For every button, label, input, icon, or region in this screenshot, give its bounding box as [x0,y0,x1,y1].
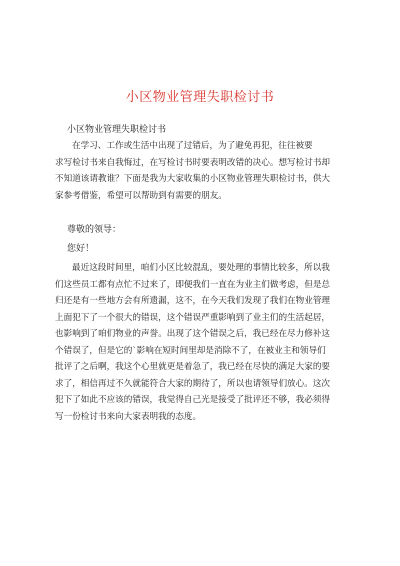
intro-line: 求写检讨书来自我悔过，在写检讨书时要表明改错的决心。想写检讨书却 [55,157,331,168]
body-line: 最近这段时间里，咱们小区比较混乱，要处理的事情比较多，所以我 [72,263,330,273]
body-line: 们这些员工都有点忙不过来了，即便我们一直在为业主们做考虑，但是总 [55,279,331,290]
body-line: 上面犯下了一个很大的错误，这个错误严重影响到了业主们的生活起居， [55,312,331,323]
intro-paragraph [55,138,353,204]
intro-line: 在学习、工作或生活中出现了过错后，为了避免再犯，往往被要 [72,141,313,151]
body-paragraph [55,260,353,425]
document-subtitle: 小区物业管理失职检讨书 [67,125,167,135]
body-line: 求了，相信再过不久就能符合大家的期待了，所以也请领导们放心。这次 [55,378,331,389]
body-line: 批评了之后啊，我这个心里就更是着急了，我已经在尽快的满足大家的要 [55,362,331,372]
body-line: 也影响到了咱们物业的声誉。出现了这个错误之后，我已经在尽力修补这 [55,329,331,339]
body-line: 犯下了如此不应该的错误，我觉得自己光是接受了批评还不够，我必须得 [55,395,331,405]
salutation: 尊敬的领导： [67,225,122,235]
greeting: 您好！ [67,244,95,254]
body-line: 个错误了，但是它的`影响在短时间里却是消除不了，在被业主和领导们 [55,345,326,356]
body-line: 归还是有一些地方会有所遗漏，这不，在今天我们发现了我们在物业管理 [55,296,331,306]
intro-line: 家参考借鉴，希望可以帮助到有需要的朋友。 [55,190,227,201]
body-line: 写一份检讨书来向大家表明我的态度。 [55,411,202,422]
document-title: 小区物业管理失职检讨书 [125,90,275,105]
intro-line: 不知道该请教谁？下面是我为大家收集的小区物业管理失职检讨书，供大 [55,174,331,184]
